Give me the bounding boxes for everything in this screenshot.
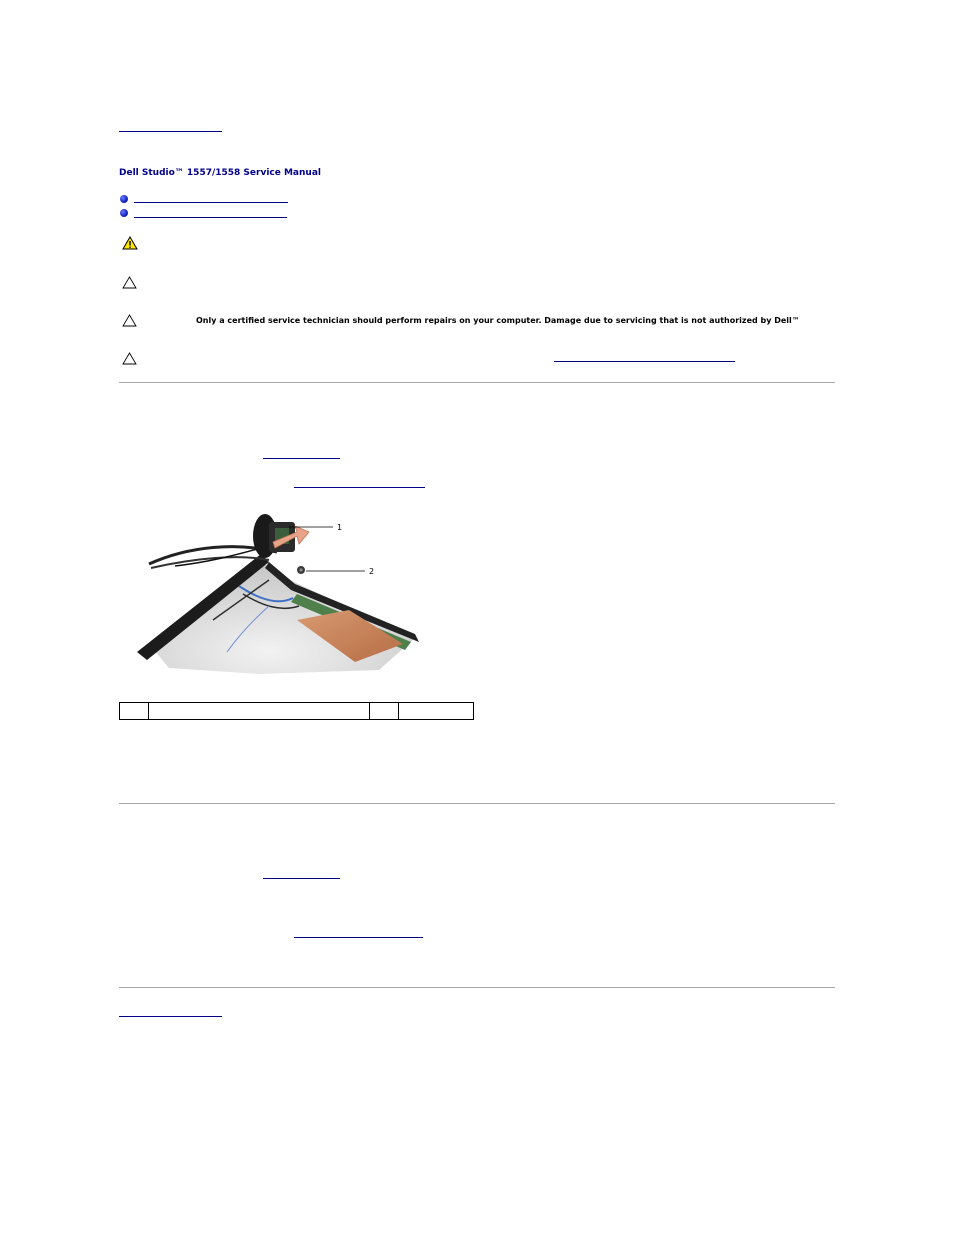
section-link-removing[interactable]	[134, 202, 288, 203]
back-to-contents-link-bottom[interactable]	[119, 1016, 222, 1017]
section-divider	[119, 987, 835, 988]
back-to-contents-link-top[interactable]	[119, 131, 222, 132]
safety-best-practices-link[interactable]	[554, 361, 735, 362]
blue-bullet-icon	[120, 209, 128, 217]
section-divider	[119, 803, 835, 804]
procedure-link-4[interactable]	[294, 937, 423, 938]
section-link-replacing[interactable]	[134, 217, 287, 218]
procedure-link-1[interactable]	[263, 458, 340, 459]
blue-bullet-icon	[120, 195, 128, 203]
table-cell	[399, 703, 474, 720]
figure-callout-2: 2	[369, 567, 375, 576]
figure-legend-table	[119, 702, 474, 720]
warning-triangle-icon	[122, 236, 138, 250]
caution-triangle-icon	[122, 314, 137, 327]
page-title: Dell Studio™ 1557/1558 Service Manual	[119, 168, 321, 178]
table-cell	[120, 703, 149, 720]
section-divider	[119, 382, 835, 383]
camera-module-figure	[119, 502, 435, 678]
caution-triangle-icon	[122, 352, 137, 365]
table-cell	[370, 703, 399, 720]
procedure-link-2[interactable]	[294, 487, 425, 488]
figure-callout-1: 1	[337, 523, 343, 532]
caution-text: Only a certified service technician should perform repairs on your computer. Damage due to servicing that is not authorized by Dell™	[196, 316, 800, 325]
procedure-link-3[interactable]	[263, 878, 340, 879]
table-cell	[149, 703, 370, 720]
table-row	[120, 703, 474, 720]
caution-triangle-icon	[122, 276, 137, 289]
